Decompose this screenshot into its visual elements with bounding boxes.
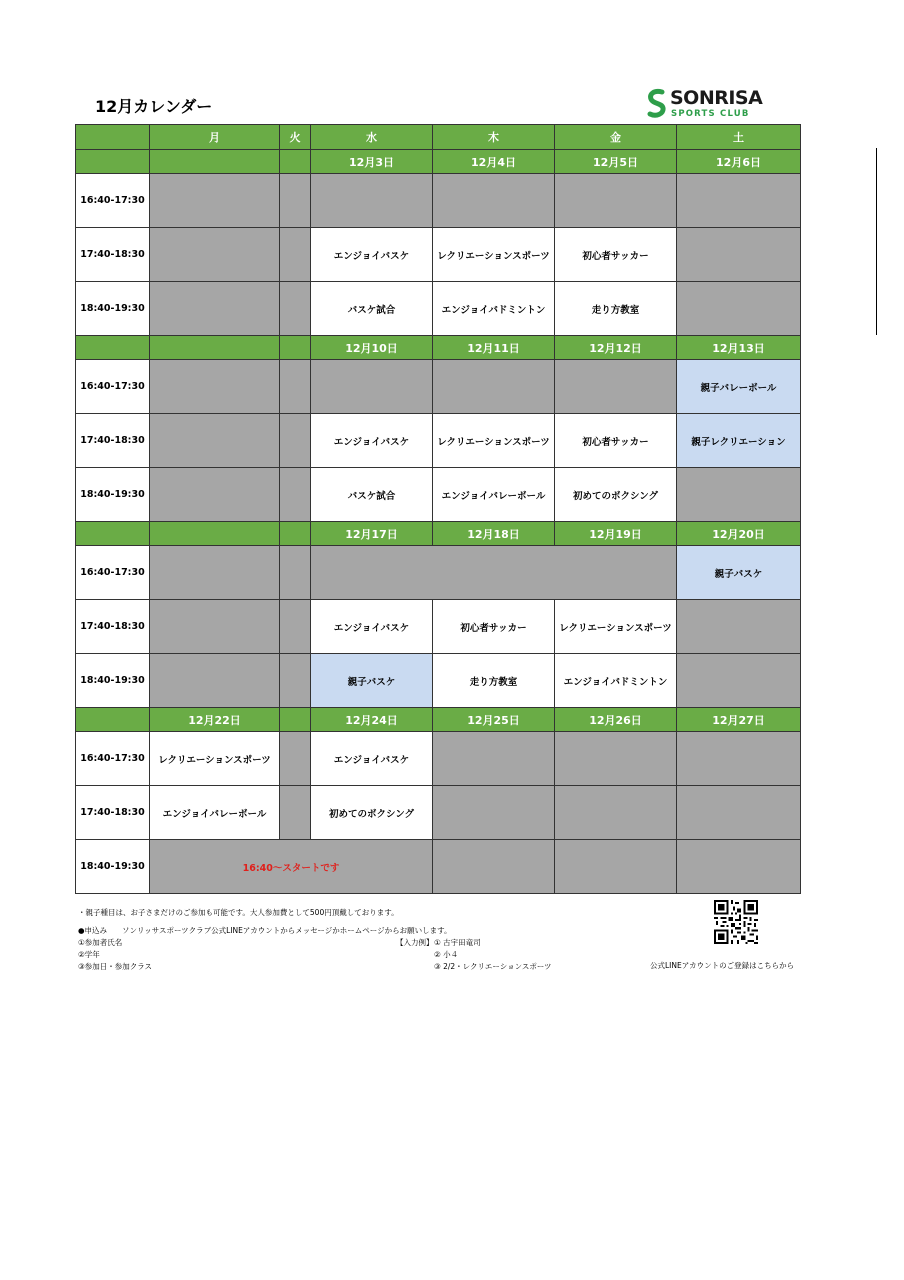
- logo-sub: SPORTS CLUB: [671, 109, 750, 119]
- time-cell: 18:40-19:30: [76, 840, 150, 894]
- weekday-header: [76, 125, 150, 150]
- parent-child-note: ・親子種目は、お子さまだけのご参加も可能です。大人参加費として500円頂戴しております。: [78, 908, 399, 917]
- time-slot-row: [76, 360, 801, 414]
- time-slot-row: [76, 282, 801, 336]
- closed-cell: [150, 546, 280, 600]
- form-field-2: ②学年: [78, 950, 100, 959]
- closed-cell: [555, 840, 677, 894]
- closed-cell: [280, 732, 311, 786]
- time-cell: 16:40-17:30: [76, 174, 150, 228]
- time-slot-row: [76, 732, 801, 786]
- class-cell: バスケ試合: [311, 468, 433, 522]
- closed-cell: [311, 174, 433, 228]
- date-cell: 12月20日: [677, 522, 801, 546]
- closed-cell: [433, 174, 555, 228]
- date-cell: [280, 708, 311, 732]
- closed-cell: [150, 468, 280, 522]
- time-cell: 16:40-17:30: [76, 732, 150, 786]
- date-cell: [150, 522, 280, 546]
- class-cell: エンジョイバレーボール: [150, 786, 280, 840]
- time-slot-row: [76, 414, 801, 468]
- closed-cell: [677, 786, 801, 840]
- date-cell: 12月11日: [433, 336, 555, 360]
- application-note: ●申込み ソンリッサスポーツクラブ公式LINEアカウントからメッセージかホームページからお願いします。: [78, 926, 452, 935]
- time-cell: 18:40-19:30: [76, 468, 150, 522]
- closed-cell: [280, 468, 311, 522]
- date-cell: 12月25日: [433, 708, 555, 732]
- date-cell: 12月4日: [433, 150, 555, 174]
- date-cell: 12月3日: [311, 150, 433, 174]
- logo-s-mark-icon: [646, 88, 668, 120]
- date-cell: [76, 150, 150, 174]
- time-cell: 16:40-17:30: [76, 360, 150, 414]
- closed-cell: [280, 228, 311, 282]
- time-slot-row: [76, 468, 801, 522]
- class-cell: レクリエーションスポーツ: [150, 732, 280, 786]
- calendar-table: [75, 124, 801, 894]
- closed-cell: [311, 546, 677, 600]
- weekday-header: 火: [280, 125, 311, 150]
- closed-cell: [677, 654, 801, 708]
- date-cell: 12月5日: [555, 150, 677, 174]
- time-slot-row: [76, 786, 801, 840]
- class-cell: エンジョイバドミントン: [555, 654, 677, 708]
- logo-brand: SONRISA: [670, 87, 763, 109]
- closed-cell: [555, 174, 677, 228]
- time-slot-row: [76, 174, 801, 228]
- class-cell: レクリエーションスポーツ: [555, 600, 677, 654]
- time-slot-row: [76, 546, 801, 600]
- closed-cell: [280, 360, 311, 414]
- class-cell: レクリエーションスポーツ: [433, 228, 555, 282]
- date-cell: [280, 336, 311, 360]
- margin-rule: [876, 148, 877, 335]
- closed-cell: [150, 282, 280, 336]
- time-cell: 18:40-19:30: [76, 282, 150, 336]
- start-time-note: 16:40〜スタートです: [150, 840, 433, 894]
- closed-cell: [280, 786, 311, 840]
- date-cell: [280, 522, 311, 546]
- example-1: ① 古宇田竜司: [434, 938, 481, 947]
- parent-child-class-cell: 親子バレーボール: [677, 360, 801, 414]
- form-field-1: ①参加者氏名: [78, 938, 123, 947]
- weekday-header: 金: [555, 125, 677, 150]
- closed-cell: [280, 414, 311, 468]
- date-row: [76, 150, 801, 174]
- closed-cell: [555, 732, 677, 786]
- date-cell: 12月13日: [677, 336, 801, 360]
- date-row: [76, 708, 801, 732]
- form-field-3: ③参加日・参加クラス: [78, 962, 152, 971]
- weekday-header: 水: [311, 125, 433, 150]
- date-cell: [150, 336, 280, 360]
- closed-cell: [280, 600, 311, 654]
- closed-cell: [433, 786, 555, 840]
- class-cell: バスケ試合: [311, 282, 433, 336]
- closed-cell: [677, 840, 801, 894]
- date-cell: 12月22日: [150, 708, 280, 732]
- page-title: 12月カレンダー: [95, 97, 213, 116]
- date-cell: [280, 150, 311, 174]
- class-cell: エンジョイバレーボール: [433, 468, 555, 522]
- closed-cell: [280, 654, 311, 708]
- closed-cell: [150, 360, 280, 414]
- class-cell: 初めてのボクシング: [555, 468, 677, 522]
- closed-cell: [311, 360, 433, 414]
- example-2: ② 小４: [434, 950, 459, 959]
- date-row: [76, 336, 801, 360]
- class-cell: 走り方教室: [433, 654, 555, 708]
- closed-cell: [150, 228, 280, 282]
- line-qr-code-icon[interactable]: [714, 900, 758, 944]
- class-cell: 初心者サッカー: [555, 228, 677, 282]
- date-cell: 12月19日: [555, 522, 677, 546]
- time-slot-row: [76, 228, 801, 282]
- class-cell: 初心者サッカー: [433, 600, 555, 654]
- closed-cell: [555, 786, 677, 840]
- date-cell: 12月18日: [433, 522, 555, 546]
- time-slot-row: [76, 840, 801, 894]
- date-cell: 12月26日: [555, 708, 677, 732]
- date-cell: [76, 336, 150, 360]
- closed-cell: [555, 360, 677, 414]
- example-label: 【入力例】: [396, 938, 434, 947]
- weekday-header: 木: [433, 125, 555, 150]
- weekday-header-row: [76, 125, 801, 150]
- date-cell: [76, 708, 150, 732]
- closed-cell: [280, 546, 311, 600]
- closed-cell: [433, 360, 555, 414]
- closed-cell: [677, 228, 801, 282]
- date-cell: 12月12日: [555, 336, 677, 360]
- closed-cell: [150, 654, 280, 708]
- date-cell: 12月24日: [311, 708, 433, 732]
- parent-child-class-cell: 親子バスケ: [311, 654, 433, 708]
- time-cell: 17:40-18:30: [76, 228, 150, 282]
- time-slot-row: [76, 600, 801, 654]
- parent-child-class-cell: 親子バスケ: [677, 546, 801, 600]
- class-cell: エンジョイバスケ: [311, 600, 433, 654]
- class-cell: エンジョイバドミントン: [433, 282, 555, 336]
- weekday-header: 月: [150, 125, 280, 150]
- closed-cell: [433, 732, 555, 786]
- time-cell: 16:40-17:30: [76, 546, 150, 600]
- class-cell: エンジョイバスケ: [311, 414, 433, 468]
- date-cell: 12月10日: [311, 336, 433, 360]
- closed-cell: [280, 282, 311, 336]
- sonrisa-logo: [646, 86, 763, 122]
- class-cell: エンジョイバスケ: [311, 732, 433, 786]
- class-cell: 走り方教室: [555, 282, 677, 336]
- time-cell: 17:40-18:30: [76, 600, 150, 654]
- closed-cell: [150, 414, 280, 468]
- closed-cell: [280, 174, 311, 228]
- date-cell: [76, 522, 150, 546]
- date-cell: 12月6日: [677, 150, 801, 174]
- time-cell: 17:40-18:30: [76, 786, 150, 840]
- closed-cell: [150, 600, 280, 654]
- closed-cell: [677, 732, 801, 786]
- line-register-label: 公式LINEアカウントのご登録はこちらから: [650, 961, 795, 970]
- class-cell: 初めてのボクシング: [311, 786, 433, 840]
- example-3: ③ 2/2・レクリエーションスポーツ: [434, 962, 552, 971]
- class-cell: エンジョイバスケ: [311, 228, 433, 282]
- class-cell: レクリエーションスポーツ: [433, 414, 555, 468]
- closed-cell: [433, 840, 555, 894]
- date-cell: 12月17日: [311, 522, 433, 546]
- date-cell: 12月27日: [677, 708, 801, 732]
- closed-cell: [150, 174, 280, 228]
- time-slot-row: [76, 654, 801, 708]
- date-row: [76, 522, 801, 546]
- closed-cell: [677, 282, 801, 336]
- closed-cell: [677, 174, 801, 228]
- closed-cell: [677, 468, 801, 522]
- parent-child-class-cell: 親子レクリエーション: [677, 414, 801, 468]
- closed-cell: [677, 600, 801, 654]
- time-cell: 18:40-19:30: [76, 654, 150, 708]
- weekday-header: 土: [677, 125, 801, 150]
- class-cell: 初心者サッカー: [555, 414, 677, 468]
- time-cell: 17:40-18:30: [76, 414, 150, 468]
- date-cell: [150, 150, 280, 174]
